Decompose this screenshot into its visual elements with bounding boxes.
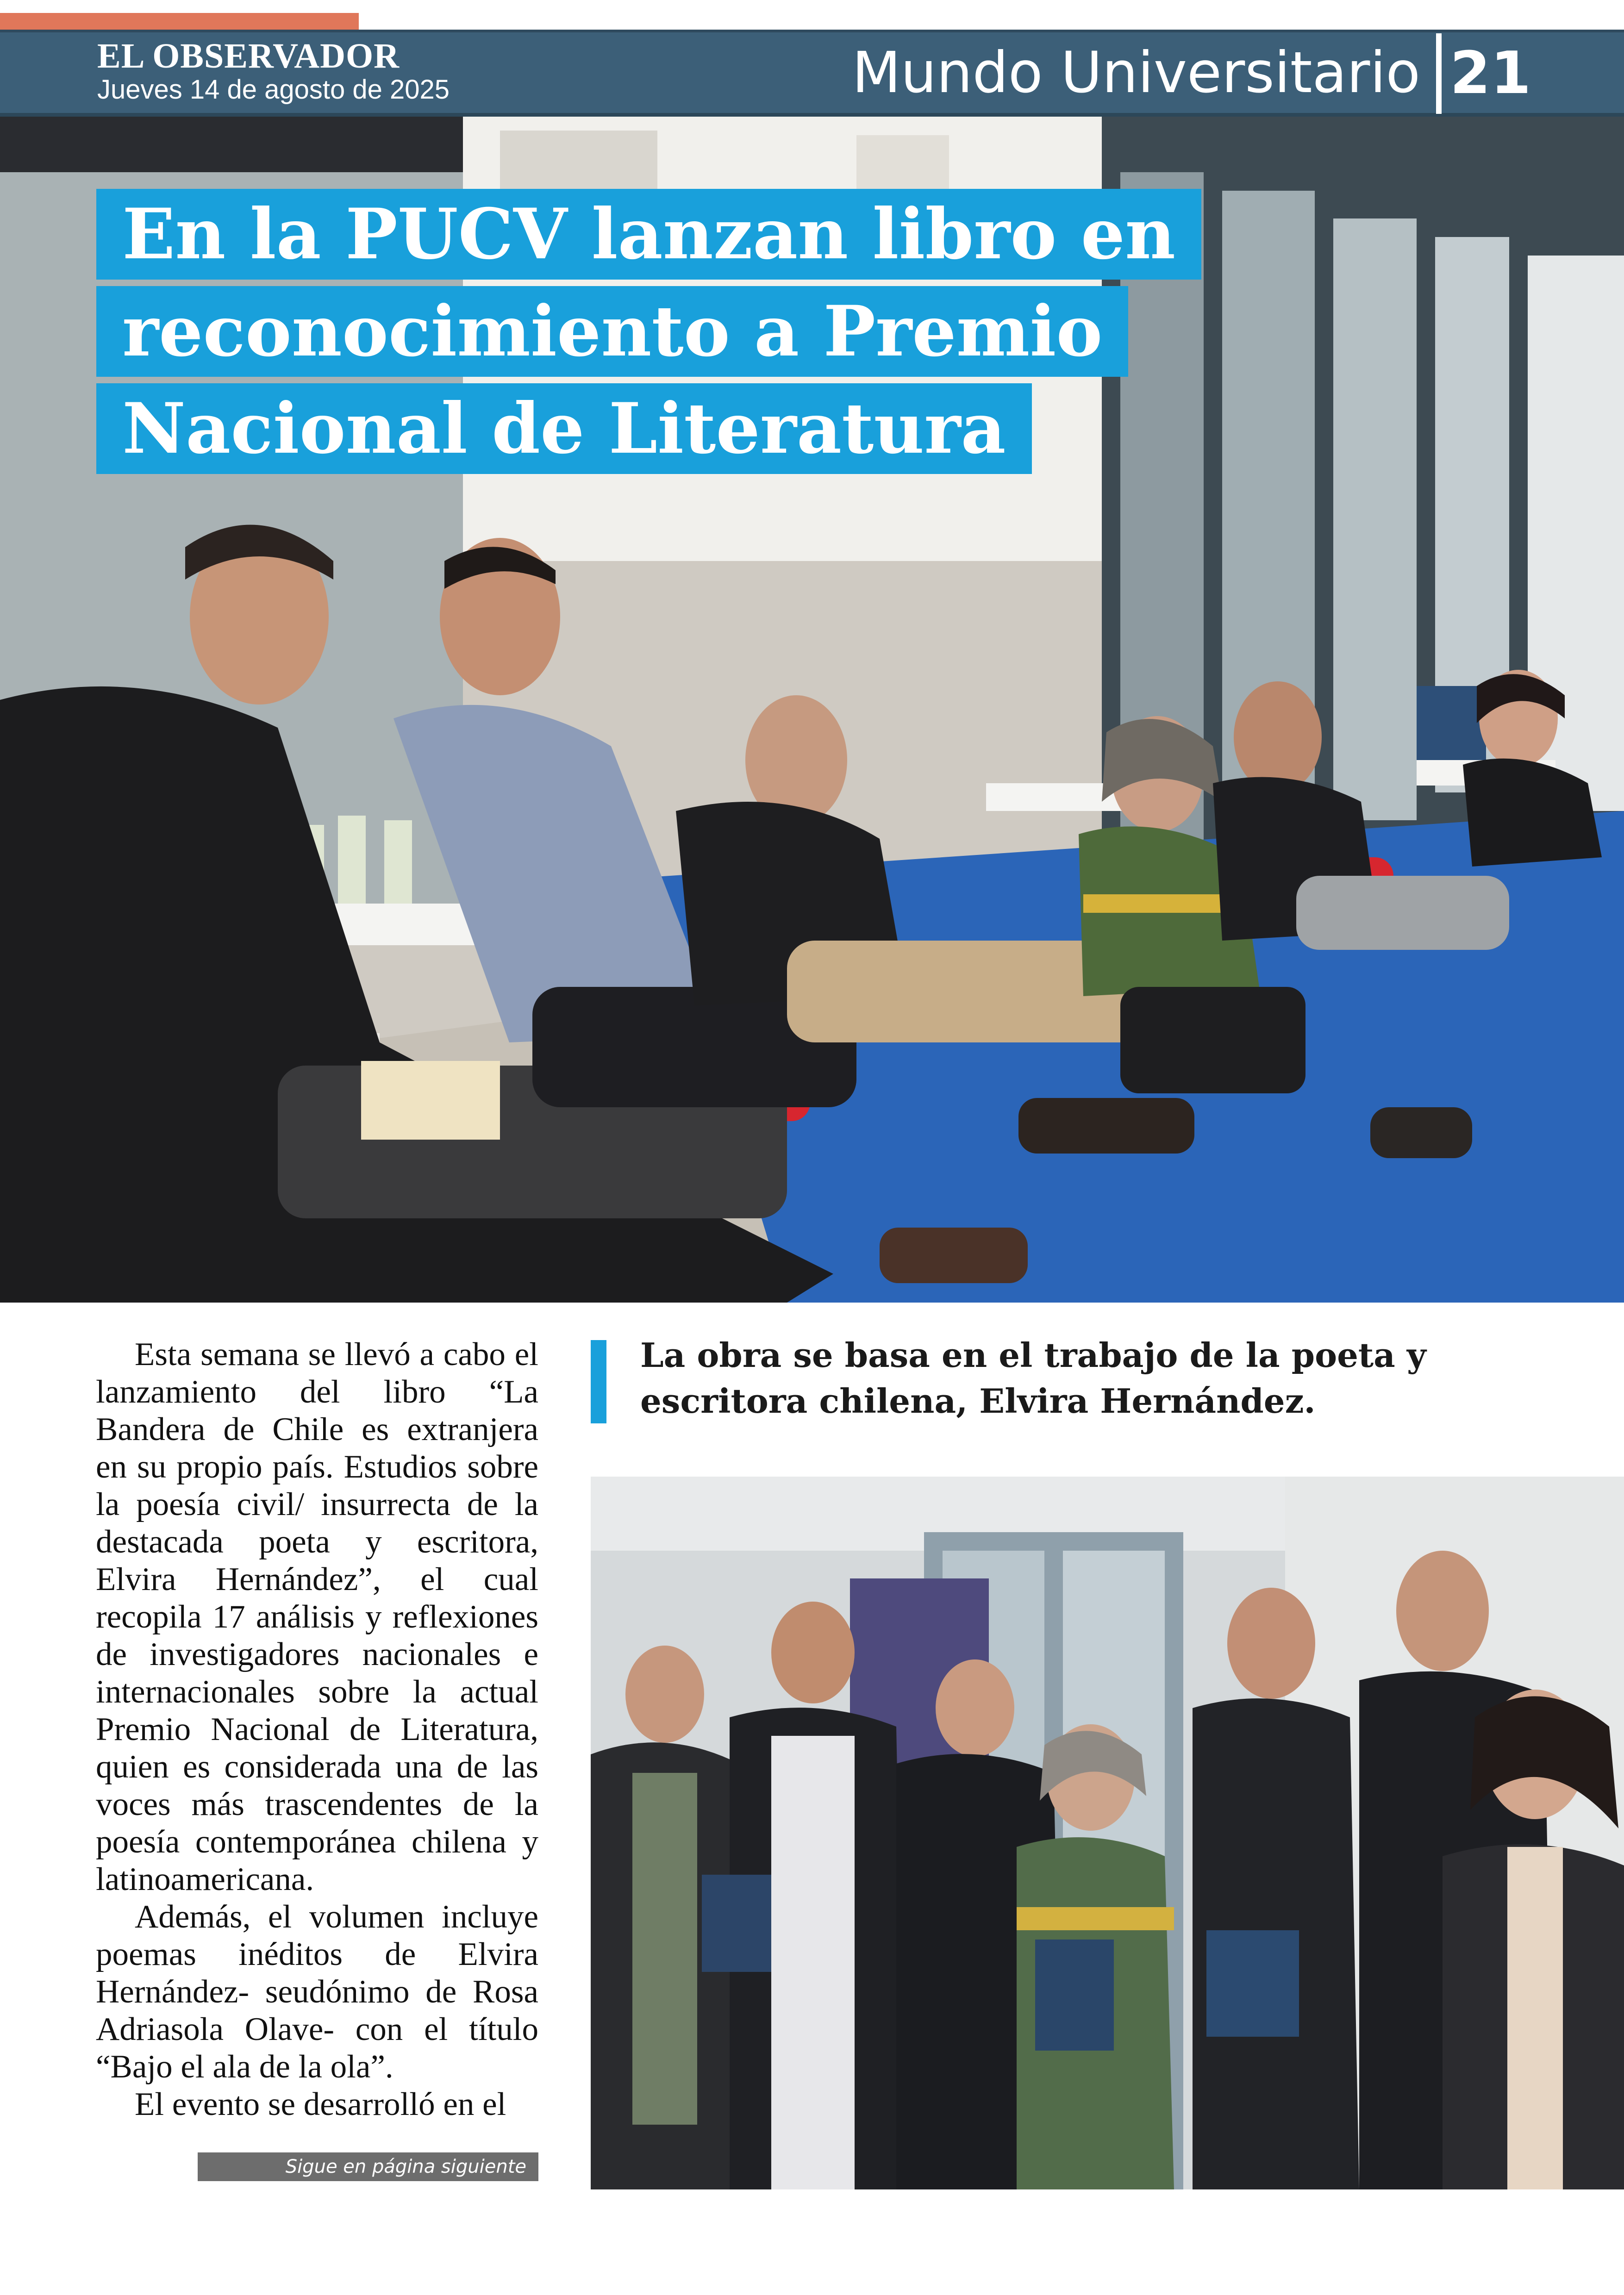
article-body bbox=[96, 1336, 538, 2123]
article-paragraph-1: Esta semana se llevó a cabo el lanzamiento del libro “La Bandera de Chile es extranjera en su propio país. Estudios sobre la poesía civil/ insurrecta de la destacada poeta y escritora, Elvira Hernández”, el cual recopila 17 análisis y reflexiones de investigadores nacionales e internacionales sobre la actual Premio Nacional de Literatura, quien es considerada una de las voces más trascendentes de la poesía contemporánea chilena y latinoamericana. bbox=[96, 1336, 538, 1897]
headline bbox=[96, 189, 1201, 480]
section-title: Mundo Universitario bbox=[852, 40, 1420, 106]
headline-line-2: reconocimiento a Premio bbox=[96, 286, 1128, 377]
header-divider bbox=[1436, 33, 1442, 114]
newspaper-brand: EL OBSERVADOR bbox=[97, 37, 400, 75]
page-number: 21 bbox=[1450, 39, 1531, 107]
issue-date: Jueves 14 de agosto de 2025 bbox=[97, 75, 450, 105]
header-accent-tab bbox=[0, 13, 359, 30]
article-paragraph-3: El evento se desarrolló en el bbox=[135, 2086, 506, 2122]
continue-next-page-note: Sigue en página siguiente bbox=[198, 2152, 538, 2181]
headline-line-3: Nacional de Literatura bbox=[96, 383, 1032, 474]
headline-line-1: En la PUCV lanzan libro en bbox=[96, 189, 1201, 280]
group-photo-with-books bbox=[591, 1477, 1624, 2189]
group-photo-illustration bbox=[591, 1477, 1624, 2189]
pull-quote: La obra se basa en el trabajo de la poeta y escritora chilena, Elvira Hernández. bbox=[640, 1335, 1426, 1421]
pull-quote-bar bbox=[591, 1340, 606, 1423]
article-paragraph-2: Además, el volumen incluye poemas inéditos de Elvira Hernández- seudónimo de Rosa Adriasola Olave- con el título “Bajo el ala de la ola”. bbox=[96, 1899, 538, 2085]
